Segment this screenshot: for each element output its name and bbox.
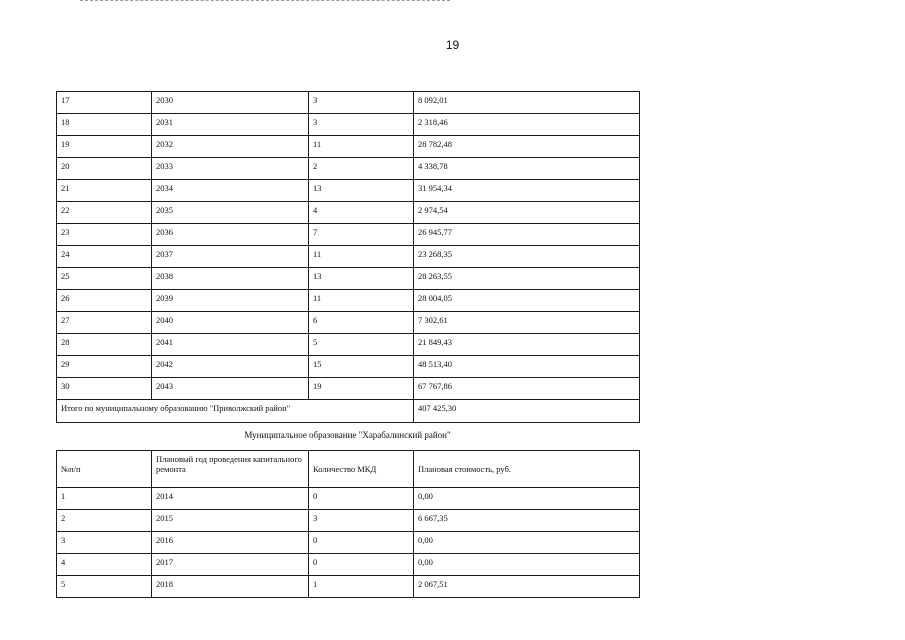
cost-table-kharabalinsky [56, 450, 640, 598]
table-row [57, 488, 640, 510]
table-row [57, 312, 640, 334]
table-row [57, 114, 640, 136]
cell-count: 19 [309, 378, 414, 400]
cell-number: 28 [57, 334, 152, 356]
cell-cost: 0,00 [414, 554, 640, 576]
cell-number: 4 [57, 554, 152, 576]
table-row [57, 290, 640, 312]
cell-number: 2 [57, 510, 152, 532]
table-row [57, 554, 640, 576]
cell-year: 2041 [152, 334, 309, 356]
cell-cost: 7 302,61 [414, 312, 640, 334]
cell-cost: 28 263,55 [414, 268, 640, 290]
cell-cost: 8 092,01 [414, 92, 640, 114]
table-row [57, 224, 640, 246]
cell-year: 2043 [152, 378, 309, 400]
cell-count: 1 [309, 576, 414, 598]
table-row [57, 356, 640, 378]
cell-cost: 23 268,35 [414, 246, 640, 268]
cell-cost: 0,00 [414, 488, 640, 510]
table-row [57, 202, 640, 224]
cell-year: 2035 [152, 202, 309, 224]
cell-number: 24 [57, 246, 152, 268]
cell-number: 17 [57, 92, 152, 114]
cell-number: 25 [57, 268, 152, 290]
table-row [57, 180, 640, 202]
cell-cost: 28 782,48 [414, 136, 640, 158]
cell-year: 2030 [152, 92, 309, 114]
cell-year: 2036 [152, 224, 309, 246]
cell-count: 11 [309, 136, 414, 158]
cell-cost: 67 767,86 [414, 378, 640, 400]
cell-cost: 2 067,51 [414, 576, 640, 598]
cell-number: 1 [57, 488, 152, 510]
cell-number: 22 [57, 202, 152, 224]
cell-year: 2016 [152, 532, 309, 554]
cell-number: 23 [57, 224, 152, 246]
cell-year: 2034 [152, 180, 309, 202]
cell-number: 20 [57, 158, 152, 180]
cost-table-privolzhsky [56, 91, 640, 423]
cell-year: 2032 [152, 136, 309, 158]
cell-year: 2033 [152, 158, 309, 180]
cell-number: 29 [57, 356, 152, 378]
cell-count: 2 [309, 158, 414, 180]
cell-cost: 48 513,40 [414, 356, 640, 378]
cell-number: 19 [57, 136, 152, 158]
page-number: 19 [445, 38, 460, 52]
cell-count: 3 [309, 114, 414, 136]
table-header-row [57, 451, 640, 488]
cell-count: 6 [309, 312, 414, 334]
table-row [57, 92, 640, 114]
cell-cost: 2 318,46 [414, 114, 640, 136]
cell-cost: 26 945,77 [414, 224, 640, 246]
cost-table-kharabalinsky-body [57, 488, 640, 598]
total-label: Итого по муниципальному образованию "Приволжский район" [57, 400, 414, 423]
cell-year: 2042 [152, 356, 309, 378]
cell-number: 26 [57, 290, 152, 312]
cell-year: 2014 [152, 488, 309, 510]
cell-year: 2039 [152, 290, 309, 312]
cell-count: 4 [309, 202, 414, 224]
cost-table-privolzhsky-body [57, 92, 640, 400]
cell-cost: 28 004,05 [414, 290, 640, 312]
cell-cost: 2 974,54 [414, 202, 640, 224]
table-row [57, 510, 640, 532]
cell-year: 2038 [152, 268, 309, 290]
header-cost: Плановая стоимость, руб. [414, 451, 640, 488]
header-count: Количество МКД [309, 451, 414, 488]
table-row [57, 532, 640, 554]
cell-count: 13 [309, 180, 414, 202]
cell-number: 30 [57, 378, 152, 400]
cell-count: 11 [309, 290, 414, 312]
scan-artifact-line [80, 0, 450, 2]
cell-cost: 6 667,35 [414, 510, 640, 532]
cell-count: 5 [309, 334, 414, 356]
cell-count: 7 [309, 224, 414, 246]
cell-count: 11 [309, 246, 414, 268]
cell-year: 2031 [152, 114, 309, 136]
table-row [57, 158, 640, 180]
cell-count: 3 [309, 510, 414, 532]
cell-number: 18 [57, 114, 152, 136]
cell-year: 2017 [152, 554, 309, 576]
total-row [57, 400, 640, 423]
cell-year: 2015 [152, 510, 309, 532]
cell-cost: 21 849,43 [414, 334, 640, 356]
cell-count: 15 [309, 356, 414, 378]
cell-count: 0 [309, 554, 414, 576]
cell-number: 3 [57, 532, 152, 554]
table-row [57, 268, 640, 290]
cell-number: 5 [57, 576, 152, 598]
cell-year: 2037 [152, 246, 309, 268]
cell-number: 27 [57, 312, 152, 334]
cell-cost: 4 338,78 [414, 158, 640, 180]
cell-year: 2040 [152, 312, 309, 334]
cell-number: 21 [57, 180, 152, 202]
table-row [57, 378, 640, 400]
cell-count: 0 [309, 488, 414, 510]
table-row [57, 576, 640, 598]
table-row [57, 246, 640, 268]
table-row [57, 334, 640, 356]
header-number: №п/п [57, 451, 152, 488]
cell-cost: 31 954,34 [414, 180, 640, 202]
cell-cost: 0,00 [414, 532, 640, 554]
cell-count: 3 [309, 92, 414, 114]
section-title: Муниципальное образование "Харабалинский район" [244, 430, 451, 440]
cell-count: 13 [309, 268, 414, 290]
header-year: Плановый год проведения капитального ремонта [152, 451, 309, 488]
cell-count: 0 [309, 532, 414, 554]
total-value: 407 425,30 [414, 400, 640, 423]
cell-year: 2018 [152, 576, 309, 598]
table-row [57, 136, 640, 158]
